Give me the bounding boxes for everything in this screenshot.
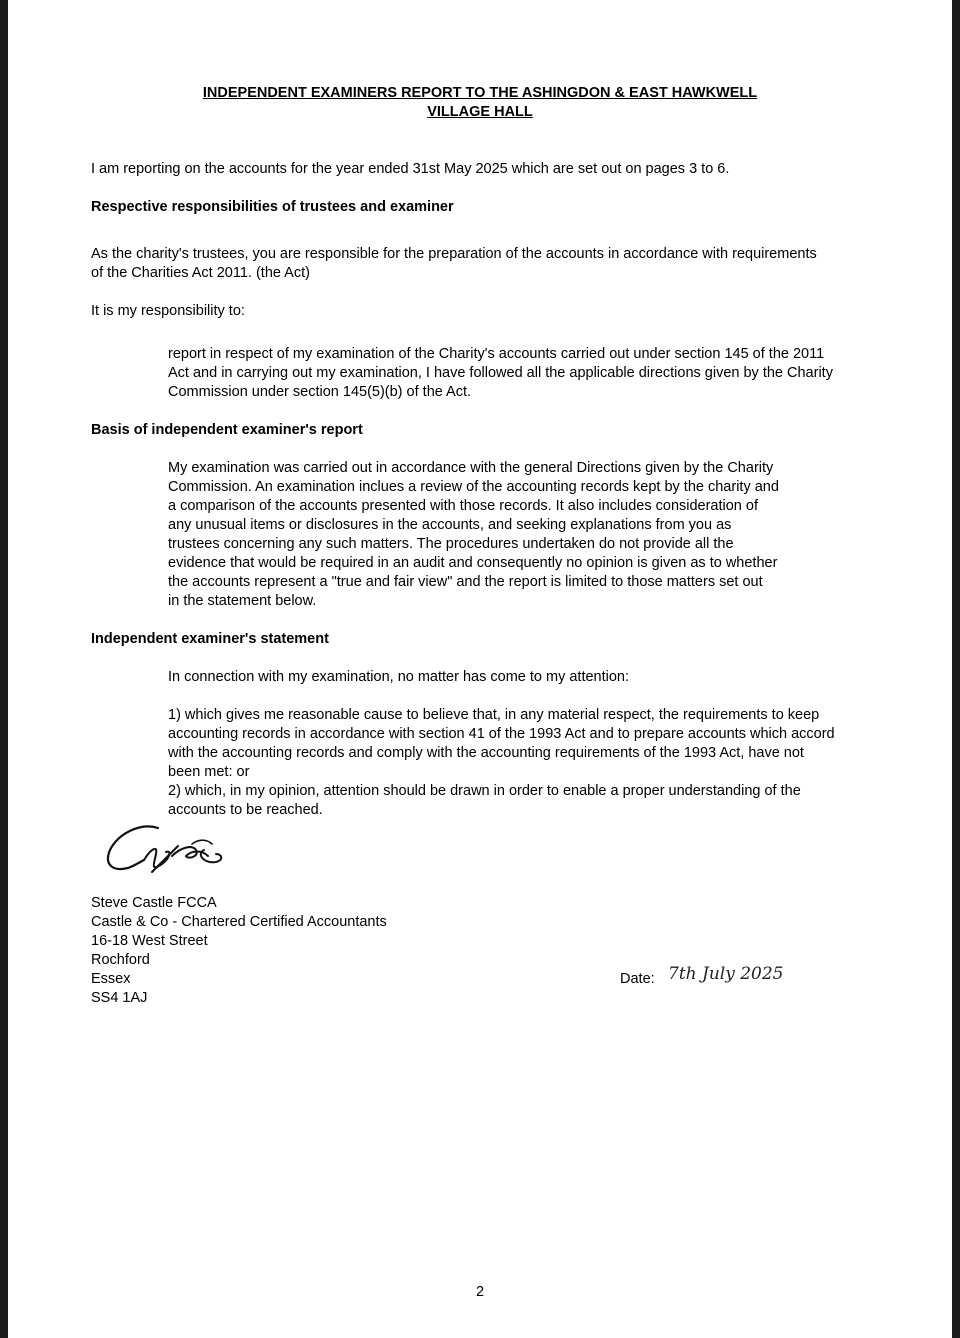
basis-line-6: evidence that would be required in an audit and consequently no opinion is given as to whether bbox=[168, 555, 778, 571]
trustees-paragraph-line-2: of the Charities Act 2011. (the Act) bbox=[91, 265, 310, 281]
address-line-1: 16-18 West Street bbox=[91, 933, 208, 949]
address-line-3: Essex bbox=[91, 971, 131, 987]
basis-line-3: a comparison of the accounts presented with those records. It also includes consideration of bbox=[168, 498, 758, 514]
statement-line-6: accounts to be reached. bbox=[168, 802, 323, 818]
statement-line-1: 1) which gives me reasonable cause to believe that, in any material respect, the requirements to keep bbox=[168, 707, 820, 723]
basis-line-1: My examination was carried out in accordance with the general Directions given by the Charity bbox=[168, 460, 774, 476]
date-label: Date: bbox=[620, 971, 655, 987]
basis-line-4: any unusual items or disclosures in the accounts, and seeking explanations from you as bbox=[168, 517, 732, 533]
page-number: 2 bbox=[475, 1284, 485, 1300]
statement-intro: In connection with my examination, no matter has come to my attention: bbox=[168, 669, 630, 685]
section-heading-statement: Independent examiner's statement bbox=[91, 631, 329, 647]
basis-line-5: trustees concerning any such matters. The procedures undertaken do not provide all the bbox=[168, 536, 734, 552]
intro-paragraph: I am reporting on the accounts for the year ended 31st May 2025 which are set out on pages 3 to 6. bbox=[91, 161, 730, 177]
statement-line-5: 2) which, in my opinion, attention should be drawn in order to enable a proper understanding of the bbox=[168, 783, 801, 799]
responsibility-intro: It is my responsibility to: bbox=[91, 303, 245, 319]
report-title-line-2: VILLAGE HALL bbox=[427, 104, 533, 120]
responsibility-line-2: Act and in carrying out my examination, I have followed all the applicable directions given by the Charity bbox=[168, 365, 833, 381]
report-title-line-1: INDEPENDENT EXAMINERS REPORT TO THE ASHINGDON & EAST HAWKWELL bbox=[202, 85, 758, 101]
section-heading-basis: Basis of independent examiner's report bbox=[91, 422, 363, 438]
section-heading-responsibilities: Respective responsibilities of trustees and examiner bbox=[91, 199, 454, 215]
address-line-4: SS4 1AJ bbox=[91, 990, 148, 1006]
address-line-2: Rochford bbox=[91, 952, 150, 968]
statement-line-3: with the accounting records and comply with the accounting requirements of the 1993 Act, have not bbox=[168, 745, 804, 761]
basis-line-8: in the statement below. bbox=[168, 593, 317, 609]
statement-line-2: accounting records in accordance with section 41 of the 1993 Act and to prepare accounts which accord bbox=[168, 726, 835, 742]
trustees-paragraph-line-1: As the charity's trustees, you are responsible for the preparation of the accounts in accordance with requirements bbox=[91, 246, 817, 262]
basis-line-7: the accounts represent a "true and fair view" and the report is limited to those matters set out bbox=[168, 574, 763, 590]
handwritten-date: 7th July 2025 bbox=[668, 964, 784, 984]
basis-line-2: Commission. An examination inclues a review of the accounting records kept by the charity and bbox=[168, 479, 779, 495]
statement-line-4: been met: or bbox=[168, 764, 250, 780]
signatory-name: Steve Castle FCCA bbox=[91, 895, 217, 911]
responsibility-line-3: Commission under section 145(5)(b) of the Act. bbox=[168, 384, 472, 400]
signatory-firm: Castle & Co - Chartered Certified Accountants bbox=[91, 914, 387, 930]
signature-image bbox=[100, 820, 230, 880]
responsibility-line-1: report in respect of my examination of the Charity's accounts carried out under section 145 of the 2011 bbox=[168, 346, 825, 362]
